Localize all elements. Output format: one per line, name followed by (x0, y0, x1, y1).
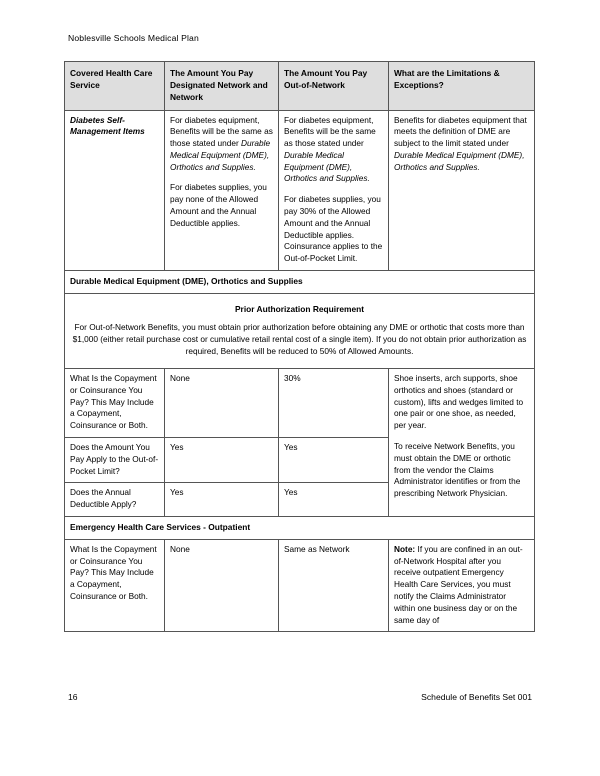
row-prior-authorization (65, 293, 535, 368)
section-row-dme (65, 270, 535, 293)
cell-row-label: Does the Amount You Pay Apply to the Out-of-Pocket Limit? (65, 438, 165, 483)
network-paragraph-1 (170, 115, 273, 174)
table-header-row (65, 62, 535, 111)
oon-paragraph-2: For diabetes supplies, you pay 30% of the Allowed Amount and the Annual Deductible applies. Coinsurance applies to the Out-of-Pocket Limit. (284, 194, 383, 264)
cell-out-of-network-value: 30% (279, 369, 389, 438)
prior-authorization-body: For Out-of-Network Benefits, you must obtain prior authorization before obtaining any DME or orthotic that costs more than $1,000 (either retail purchase cost or cumulative retail rental cost of a single item). If you do not obtain prior authorization as required, Benefits will be reduced to 50% of Allowed Amounts. (72, 321, 527, 356)
oon-p1-italic: Durable Medical Equipment (DME), Orthotics and Supplies. (284, 149, 370, 184)
cell-network-amount (165, 110, 279, 270)
limitations-paragraph (394, 115, 529, 174)
section-title-dme: Durable Medical Equipment (DME), Orthotics and Supplies (65, 270, 535, 293)
table-row-diabetes-self-management (65, 110, 535, 270)
cell-row-label: What Is the Copayment or Coinsurance You Pay? This May Include a Copayment, Coinsurance or Both. (65, 539, 165, 631)
cell-out-of-network-amount (279, 110, 389, 270)
table-header (65, 62, 535, 111)
network-p1-prefix: For diabetes equipment, Benefits will be the same as those stated under (170, 114, 273, 149)
dme-limitations-paragraph-2: To receive Network Benefits, you must obtain the DME or orthotic from the vendor the Claims Administrator identifies or from the prescribing Network Physician. (394, 441, 521, 499)
network-p1-italic: Durable Medical Equipment (DME), Orthotics and Supplies. (170, 138, 271, 172)
table-body (65, 110, 535, 632)
column-header-amount-out-of-network: The Amount You Pay Out-of-Network (279, 62, 389, 111)
footer-page-number: 16 (68, 692, 78, 702)
column-header-covered-service: Covered Health Care Service (65, 62, 165, 111)
cell-network-value: None (165, 369, 279, 438)
cell-row-label: What Is the Copayment or Coinsurance You Pay? This May Include a Copayment, Coinsurance or Both. (65, 369, 165, 438)
schedule-of-benefits-table (64, 61, 535, 632)
oon-p1-prefix: For diabetes equipment, Benefits will be the same as those stated under (284, 114, 376, 149)
table-row-dme-copayment (65, 369, 535, 438)
page-footer (68, 692, 532, 702)
cell-dme-limitations (389, 369, 535, 517)
service-name-text: Diabetes Self-Management Items (70, 114, 145, 137)
cell-emergency-note (389, 539, 535, 631)
emergency-note-paragraph (394, 544, 529, 626)
prior-authorization-heading: Prior Authorization Requirement (234, 303, 365, 314)
cell-out-of-network-value: Same as Network (279, 539, 389, 631)
section-title-emergency: Emergency Health Care Services - Outpatient (65, 516, 535, 539)
limitations-italic: Durable Medical Equipment (DME), Orthotics and Supplies. (394, 149, 525, 172)
limitations-prefix: Benefits for diabetes equipment that meets the definition of DME are subject to the limit stated under (394, 114, 527, 149)
column-header-limitations: What are the Limitations & Exceptions? (389, 62, 535, 111)
cell-row-label: Does the Annual Deductible Apply? (65, 483, 165, 517)
oon-paragraph-1 (284, 115, 383, 186)
cell-service-name (65, 110, 165, 270)
note-body: If you are confined in an out-of-Network Hospital after you receive outpatient Emergency Health Care Services, you must notify the Claims Administrator within one business day or on the same day of (394, 543, 523, 625)
cell-network-value: Yes (165, 438, 279, 483)
footer-schedule-label: Schedule of Benefits Set 001 (421, 692, 532, 702)
section-row-emergency (65, 516, 535, 539)
note-label: Note: (394, 543, 416, 554)
cell-network-value: None (165, 539, 279, 631)
cell-prior-authorization (65, 293, 535, 368)
column-header-amount-network: The Amount You Pay Designated Network and Network (165, 62, 279, 111)
dme-limitations-paragraph-1: Shoe inserts, arch supports, shoe orthotics and shoes (standard or custom), lifts and wedges limited to one pair or one shoe, as needed, per year. (394, 373, 524, 431)
table-row-emergency-copayment (65, 539, 535, 631)
cell-network-value: Yes (165, 483, 279, 517)
cell-limitations (389, 110, 535, 270)
cell-out-of-network-value: Yes (279, 438, 389, 483)
network-paragraph-2: For diabetes supplies, you pay none of the Allowed Amount and the Annual Deductible applies. (170, 182, 267, 228)
page-header-title: Noblesville Schools Medical Plan (68, 33, 199, 43)
cell-out-of-network-value: Yes (279, 483, 389, 517)
